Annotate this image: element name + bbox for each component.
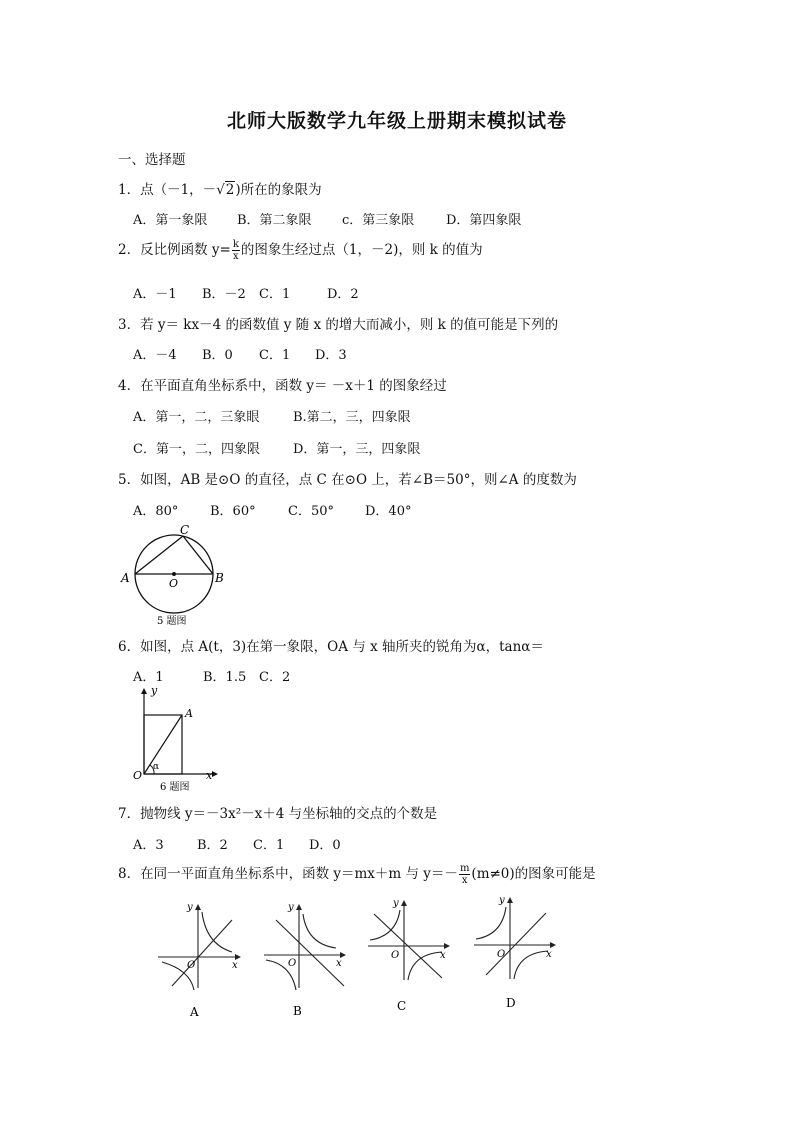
q4-option-d: D．第一，三，四象限: [293, 442, 421, 457]
q8-stem-pre: 8．在同一平面直角坐标系中，函数 y＝mx＋m 与 y＝－: [118, 866, 458, 882]
q8d-x-arrow: [550, 942, 556, 948]
q3-option-d: D．3: [315, 348, 347, 363]
q8c-x-arrow: [444, 943, 450, 949]
q7-option-b: B．2: [197, 838, 228, 853]
q4-options-row1: [133, 406, 411, 425]
q3-options: [133, 344, 347, 363]
q8b-hyperbola-q1: [303, 914, 336, 948]
q1-options: [133, 209, 521, 228]
q8c-label-y: y: [393, 898, 399, 909]
q4-option-b: B.第二，三，四象限: [293, 410, 411, 425]
q8-graph-a: [150, 900, 250, 1020]
q8a-label-y: y: [187, 902, 193, 913]
q8-frac-num: m: [459, 863, 470, 874]
q8-graph-b: [256, 898, 356, 1018]
q5-option-a: A．80°: [133, 504, 179, 519]
q2-frac-num: k: [232, 239, 239, 250]
section-heading: 一、选择题: [118, 152, 186, 168]
q7-option-d: D．0: [309, 838, 341, 853]
q6-options: [133, 666, 290, 685]
q8d-y-arrow: [507, 897, 513, 903]
q6-option-a: A．1: [133, 670, 164, 685]
q4-options-row2: [133, 438, 420, 457]
q8d-label-o: O: [497, 949, 506, 960]
q2-option-c: C．1: [259, 287, 291, 302]
q5-label-b: B: [215, 571, 224, 585]
q8b-label-y: y: [288, 902, 294, 913]
q8c-label-x: x: [440, 950, 446, 961]
q8b-label-x: x: [336, 958, 342, 969]
q5-label-a: A: [121, 571, 130, 585]
q6-x-arrow: [212, 771, 218, 777]
q6-label-x: x: [206, 769, 213, 782]
q8a-y-arrow: [195, 904, 201, 910]
q1-option-d: D．第四象限: [446, 213, 522, 228]
q1-option-a: A．第一象限: [133, 213, 208, 228]
q5-label-o: O: [169, 577, 179, 590]
q8-stem-post: (m≠0)的图象可能是: [471, 866, 596, 882]
q8a-line: [172, 920, 232, 986]
q8b-line: [276, 920, 344, 986]
q1-option-b: B．第二象限: [237, 213, 312, 228]
question-1: [118, 178, 322, 198]
q2-stem-pre: 2．反比例函数 y=: [118, 242, 231, 258]
q6-figure: [130, 686, 220, 794]
q2-fraction: [232, 239, 240, 262]
q8d-label-y: y: [499, 895, 505, 906]
q3-option-b: B．0: [202, 348, 233, 363]
q4-option-c: C．第一，二，四象限: [133, 442, 260, 457]
q6-label-y: y: [151, 686, 158, 697]
q1-stem-post: )所在的象限为: [235, 182, 322, 198]
q1-radicand: 2: [225, 182, 235, 198]
q8-frac-den: x: [461, 875, 468, 886]
question-8: [118, 862, 596, 886]
q8a-hyperbola-q1: [202, 912, 232, 952]
q6-segment-oa: [144, 715, 182, 774]
q3-option-a: A．－4: [133, 348, 177, 363]
q5-label-c: C: [180, 523, 190, 537]
q2-options: [133, 283, 359, 302]
q6-caption: 6 题图: [160, 782, 190, 793]
question-4: 4．在平面直角坐标系中，函数 y＝ －x＋1 的图象经过: [118, 378, 447, 394]
q5-chord-ac: [135, 536, 183, 574]
q8a-caption: A: [190, 1005, 199, 1019]
q6-label-o: O: [133, 769, 143, 782]
q8-graph-d: [466, 893, 566, 1013]
q7-option-a: A．3: [133, 838, 164, 853]
q8c-hyperbola-q4: [408, 952, 442, 980]
q6-option-c: C．2: [259, 670, 291, 685]
q8d-hyperbola-q4: [514, 951, 548, 979]
q2-stem-post: 的图象生经过点（1，－2)，则 k 的值为: [240, 242, 483, 258]
q3-option-c: C．1: [259, 348, 291, 363]
q7-options: [133, 834, 341, 853]
q8-graph-c: [360, 896, 460, 1016]
q2-frac-den: x: [233, 251, 239, 262]
q2-option-b: B．－2: [202, 287, 246, 302]
q8b-y-arrow: [296, 904, 302, 910]
q6-option-b: B．1.5: [203, 670, 247, 685]
page-title: 北师大版数学九年级上册期末模拟试卷: [226, 110, 567, 132]
q5-option-b: B．60°: [210, 504, 256, 519]
q1-option-c: c．第三象限: [342, 213, 415, 228]
q5-center-dot: [172, 572, 176, 576]
q5-figure: [118, 522, 238, 628]
question-2: [118, 238, 483, 262]
q8d-hyperbola-q2: [476, 907, 506, 939]
question-6: 6．如图，点 A(t，3)在第一象限，OA 与 x 轴所夹的锐角为α，tanα＝: [118, 639, 544, 655]
q8c-label-o: O: [391, 950, 400, 961]
q8d-caption: D: [506, 996, 516, 1010]
q6-label-alpha: α: [153, 762, 160, 772]
question-5: 5．如图，AB 是⊙O 的直径，点 C 在⊙O 上，若∠B＝50°，则∠A 的度数为: [118, 472, 577, 488]
q8b-label-o: O: [288, 958, 297, 969]
q4-option-a: A．第一，二，三象眼: [133, 410, 260, 425]
question-7: 7．抛物线 y＝－3x²－x＋4 与坐标轴的交点的个数是: [118, 806, 438, 822]
q6-label-a: A: [185, 707, 193, 720]
q1-sqrt: √2: [216, 182, 235, 198]
q8d-line: [486, 913, 546, 975]
question-3: 3．若 y＝ kx－4 的函数值 y 随 x 的增大而减小，则 k 的值可能是下列的: [118, 317, 559, 333]
q5-options: [133, 500, 411, 519]
q8a-label-o: O: [187, 960, 196, 971]
q8-fraction: [459, 863, 470, 886]
q6-y-arrow: [141, 688, 147, 694]
q2-option-d: D．2: [327, 287, 359, 302]
q5-option-d: D．40°: [365, 504, 412, 519]
q7-option-c: C．1: [253, 838, 285, 853]
q8a-label-x: x: [232, 960, 238, 971]
q8c-y-arrow: [401, 900, 407, 906]
q8c-caption: C: [397, 999, 407, 1013]
q5-caption: 5 题图: [157, 616, 187, 627]
q1-stem-pre: 1．点（－1，－: [118, 182, 217, 198]
q2-option-a: A．－1: [133, 287, 177, 302]
q5-option-c: C．50°: [288, 504, 334, 519]
q8d-label-x: x: [546, 949, 552, 960]
q8b-caption: B: [293, 1004, 302, 1018]
